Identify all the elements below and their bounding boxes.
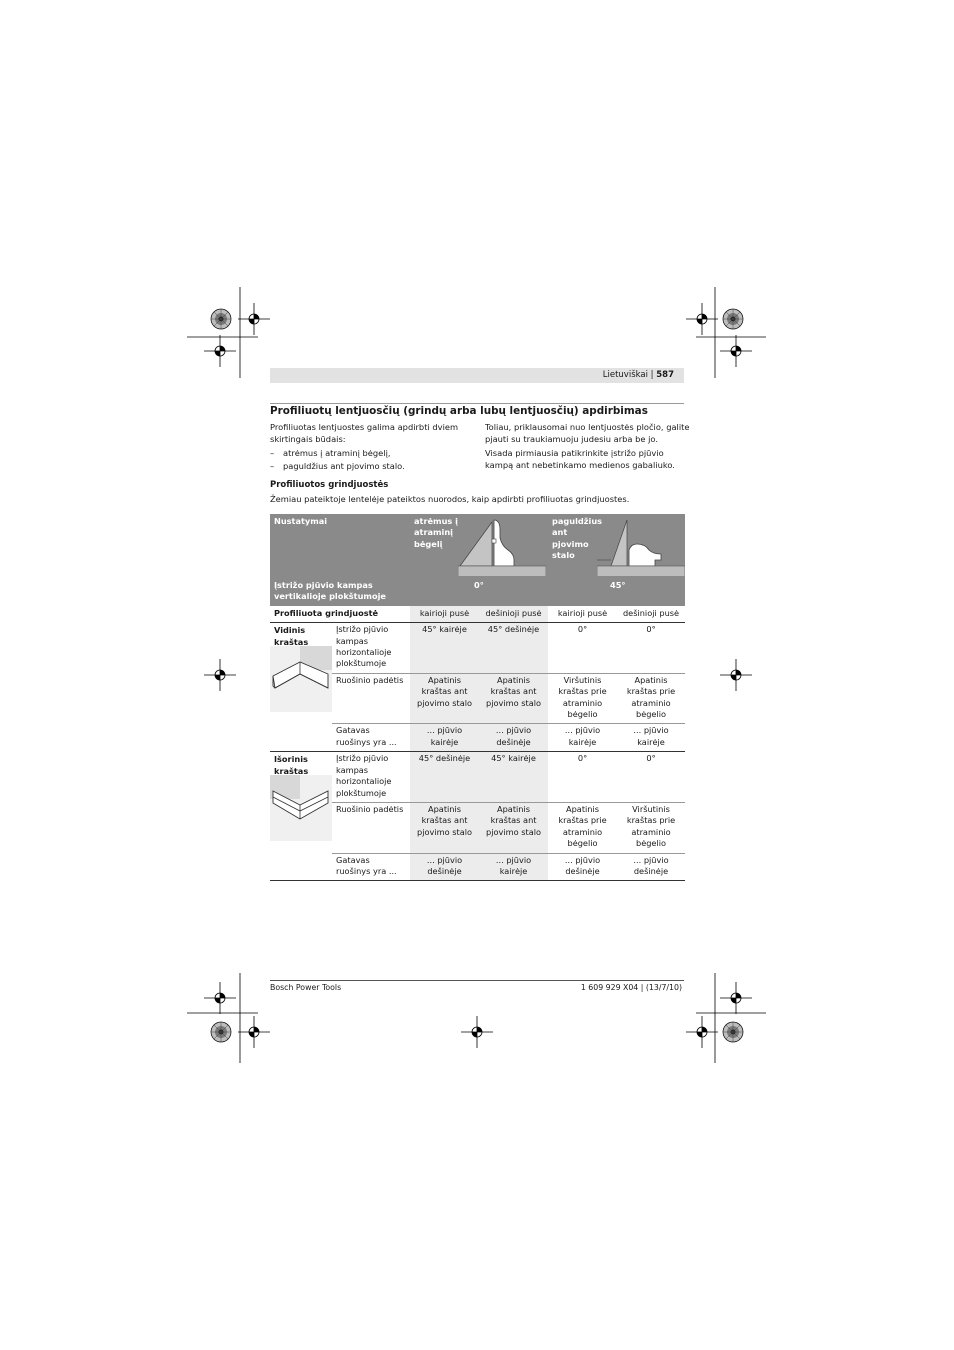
right-paragraph-2: Visada pirmiausia patikrinkite įstrižo pjūvio kampą ant nebetinkamo medienos gabaliuko.	[485, 448, 675, 470]
method-fence-angle: 0°	[410, 576, 548, 606]
col-header-left-2: kairioji pusė	[557, 607, 608, 618]
footer-right: 1 609 929 X04 | (13/7/10)	[580, 983, 682, 992]
row-label: Gatavas ruošinys yra ...	[336, 725, 397, 747]
table-cell: Viršutinis kraštas prie atraminio bėgelio	[558, 674, 607, 720]
table-cell: ... pjūvio kairėje	[564, 725, 601, 747]
table-cell: ... pjūvio dešinėje	[633, 854, 669, 876]
row-label: Ruošinio padėtis	[336, 803, 404, 814]
table-cell: ... pjūvio dešinėje	[564, 854, 601, 876]
right-column	[485, 421, 690, 473]
page-title: Profiliuotų lentjuosčių (grindų arba lubų lentjuosčių) apdirbimas	[270, 405, 648, 417]
table-cell: Viršutinis kraštas prie atraminio bėgelio	[626, 803, 676, 849]
table-cell: 0°	[577, 753, 588, 764]
col-header-right-1: dešinioji pusė	[479, 606, 548, 623]
table-cell: 0°	[646, 753, 656, 764]
method-table-angle: 45°	[548, 576, 685, 606]
header-separator: |	[650, 370, 654, 380]
table-profile-illustration	[597, 516, 685, 576]
table-cell: 0°	[646, 624, 656, 635]
table-cell: Apatinis kraštas ant pjovimo stalo	[479, 673, 548, 724]
row-label: Ruošinio padėtis	[336, 674, 404, 685]
header-language: Lietuviškai	[602, 370, 648, 380]
section-intro: Žemiau pateiktoje lentelėje pateiktos nuorodos, kaip apdirbti profiliuotas grindjuostes.	[270, 494, 630, 504]
list-item-text: paguldžius ant pjovimo stalo.	[283, 461, 405, 471]
profile-header: Profiliuota grindjuostė	[274, 607, 379, 618]
page-number: 587	[656, 370, 674, 380]
outside-corner-label: Išorinis kraštas	[274, 754, 309, 776]
title-rule	[270, 403, 684, 404]
col-header-left-1: kairioji pusė	[410, 606, 479, 623]
footer-left: Bosch Power Tools	[270, 983, 342, 992]
table-cell: ... pjūvio kairėje	[633, 725, 669, 747]
table-cell: ... pjūvio dešinėje	[410, 853, 479, 881]
table-cell: 45° dešinėje	[479, 623, 548, 674]
outside-corner-icon	[270, 775, 332, 841]
inside-corner-icon	[270, 646, 332, 712]
list-dash: –	[270, 448, 275, 458]
list-dash: –	[270, 461, 275, 471]
table-cell: ... pjūvio dešinėje	[479, 724, 548, 752]
row-label: Įstrižo pjūvio kampas horizontalioje plokštumoje	[336, 624, 392, 669]
moulding-table	[270, 514, 685, 881]
inside-corner-group	[270, 623, 332, 752]
method-table-label: paguldžius ant pjovimo stalo	[552, 516, 603, 561]
row-label: Įstrižo pjūvio kampas horizontalioje plokštumoje	[336, 753, 392, 798]
table-cell: 0°	[577, 624, 588, 635]
method-table-header	[548, 514, 685, 576]
table-cell: 45° kairėje	[410, 623, 479, 674]
table-cell: Apatinis kraštas prie atraminio bėgelio	[626, 674, 676, 720]
page-header	[270, 368, 684, 383]
table-cell: Apatinis kraštas ant pjovimo stalo	[479, 802, 548, 853]
right-paragraph-1: Toliau, priklausomai nuo lentjuostės pločio, galite pjauti su traukiamuoju judesiu arba be jo.	[485, 422, 690, 444]
fence-profile-illustration	[458, 516, 546, 576]
table-cell: ... pjūvio kairėje	[479, 853, 548, 881]
table-cell: ... pjūvio kairėje	[410, 724, 479, 752]
table-cell: Apatinis kraštas ant pjovimo stalo	[410, 802, 479, 853]
list-item-text: atrėmus į atraminį bėgelį,	[283, 448, 391, 458]
table-cell: 45° kairėje	[479, 752, 548, 803]
list-item	[270, 447, 475, 459]
section-heading: Profiliuotos grindjuostės	[270, 480, 389, 490]
table-cell: Apatinis kraštas prie atraminio bėgelio	[558, 803, 607, 849]
method-fence-label: atrėmus į atraminį bėgelį	[414, 516, 458, 549]
list-item	[270, 460, 475, 472]
table-cell: Apatinis kraštas ant pjovimo stalo	[410, 673, 479, 724]
col-header-right-2: dešinioji pusė	[622, 607, 680, 618]
row-label: Gatavas ruošinys yra ...	[336, 854, 397, 876]
outside-corner-group	[270, 752, 332, 881]
settings-header: Nustatymai	[270, 514, 410, 576]
vertical-bevel-label: Įstrižo pjūvio kampas vertikalioje plokštumoje	[270, 576, 410, 606]
left-paragraph: Profiliuotas lentjuostes galima apdirbti dviem skirtingais būdais:	[270, 422, 459, 444]
footer-rule	[270, 980, 684, 981]
method-fence-header	[410, 514, 548, 576]
left-column	[270, 421, 475, 473]
inside-corner-label: Vidinis kraštas	[274, 625, 309, 647]
table-cell: 45° dešinėje	[410, 752, 479, 803]
